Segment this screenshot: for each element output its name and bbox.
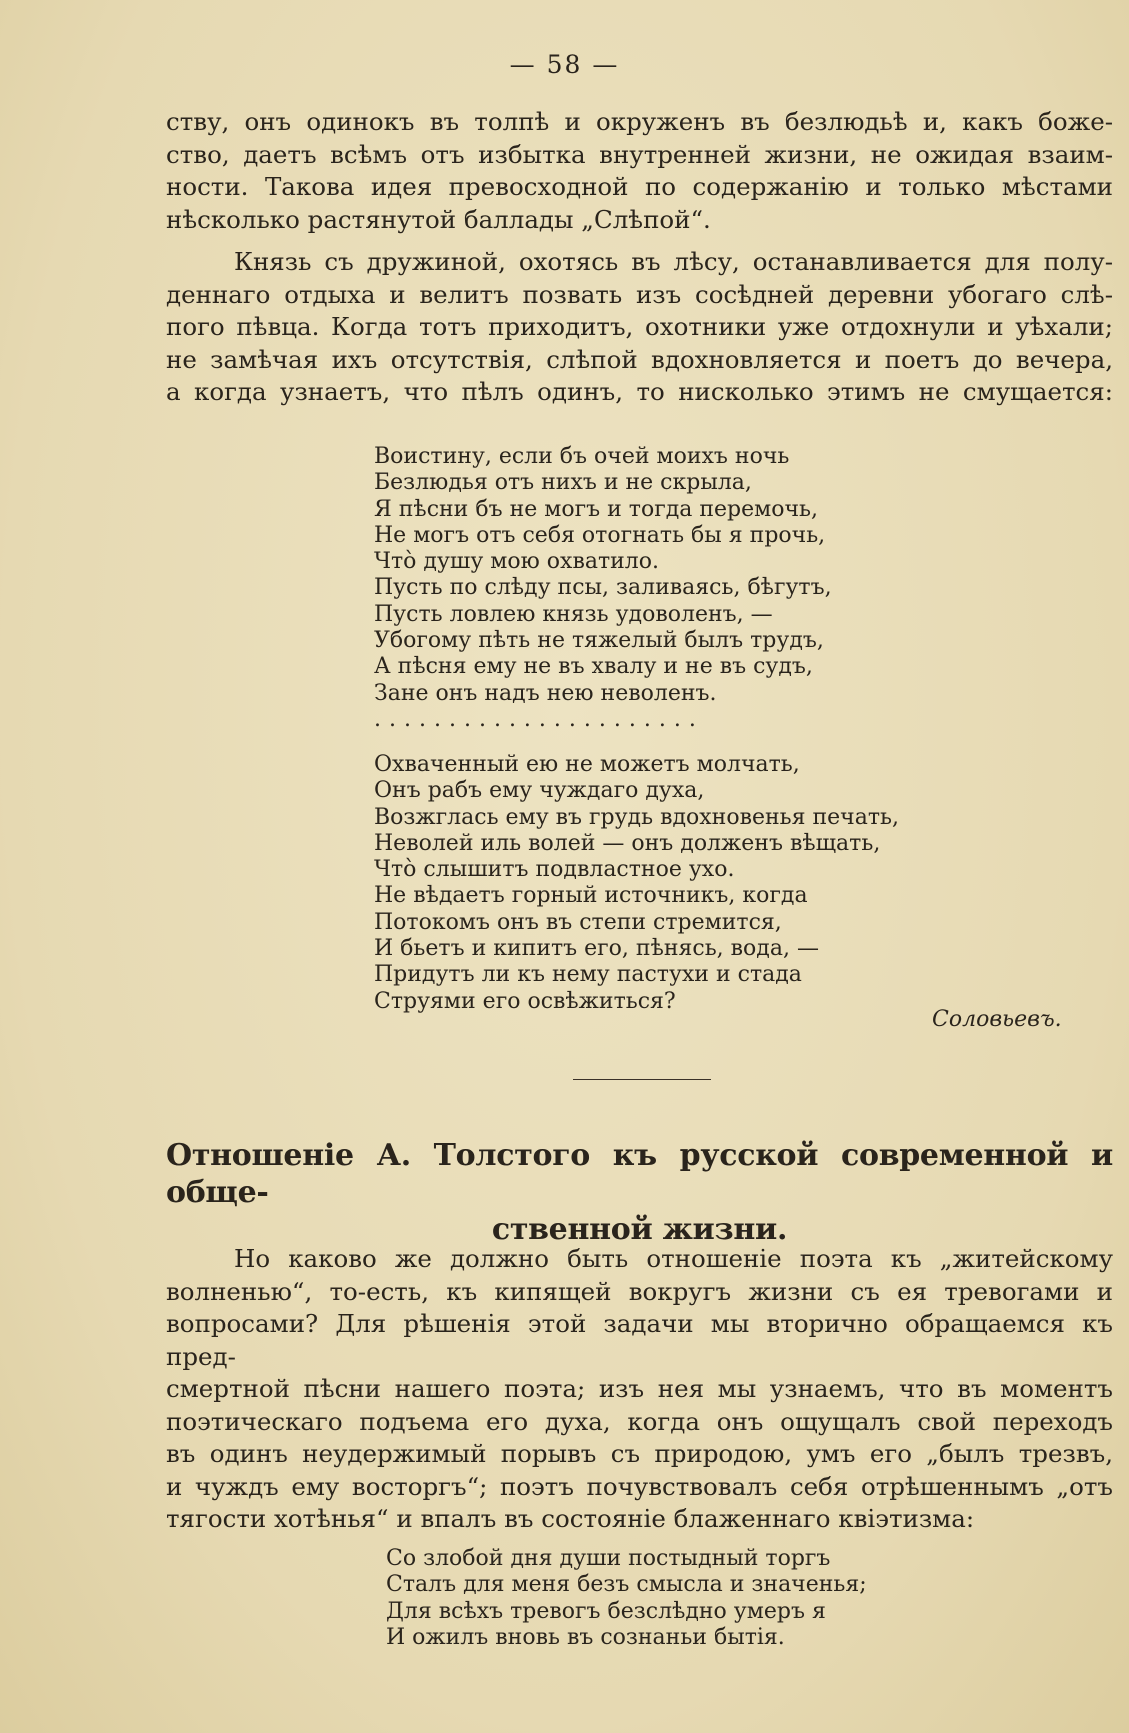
verse-stanza-3	[386, 1546, 867, 1651]
section-heading	[166, 1137, 1113, 1248]
verse-line: Я пѣсни бъ не могъ и тогда перемочь,	[374, 496, 819, 522]
paragraph-2	[166, 246, 1113, 409]
text-line: смертной пѣсни нашего поэта; изъ нея мы узнаемъ, что въ моментъ	[166, 1374, 1113, 1403]
ellipsis-separator: ......................	[374, 706, 704, 732]
verse-line: Для всѣхъ тревогъ безслѣдно умеръ я	[386, 1598, 826, 1624]
text-line: деннаго отдыха и велитъ позвать изъ сосѣдней деревни убогаго слѣ-	[166, 279, 1113, 309]
paragraph-3	[166, 1243, 1113, 1536]
text-line: а когда узнаетъ, что пѣлъ одинъ, то нисколько этимъ не смущается:	[166, 377, 1113, 406]
verse-line: Что̀ слышитъ подвластное ухо.	[374, 857, 735, 883]
paragraph-1	[166, 106, 1113, 236]
verse-line: Онъ рабъ ему чуждаго духа,	[374, 778, 705, 804]
text-line: въ одинъ неудержимый порывъ съ природою, умъ его „былъ трезвъ,	[166, 1439, 1113, 1468]
page-number: — 58 —	[509, 50, 620, 79]
verse-line: Возжглась ему въ грудь вдохновенья печать,	[374, 804, 899, 830]
verse-stanza-1	[374, 444, 832, 733]
text-line: Но каково же должно быть отношеніе поэта къ „житейскому	[234, 1244, 1113, 1273]
verse-stanza-2	[374, 752, 899, 1015]
verse-line: Безлюдья отъ нихъ и не скрыла,	[374, 470, 752, 496]
text-line: тягости хотѣнья“ и впалъ въ состояніе блаженнаго квіэтизма:	[166, 1504, 975, 1533]
verse-line: Пусть ловлею князь удоволенъ, —	[374, 601, 773, 627]
verse-line: Не вѣдаетъ горный источникъ, когда	[374, 883, 808, 909]
verse-line: Зане онъ надъ нею неволенъ.	[374, 680, 717, 706]
verse-line: Со злобой дня души постыдный торгъ	[386, 1546, 831, 1571]
author-attribution: Соловьевъ.	[932, 1007, 1062, 1032]
text-line: вопросами? Для рѣшенія этой задачи мы вторично обращаемся къ пред-	[166, 1309, 1113, 1371]
verse-line: Не могъ отъ себя отогнать бы я прочь,	[374, 522, 826, 548]
text-line: пого пѣвца. Когда тотъ приходитъ, охотники уже отдохнули и уѣхали;	[166, 312, 1113, 341]
verse-line: Придутъ ли къ нему пастухи и стада	[374, 962, 802, 988]
text-line: Князь съ дружиной, охотясь въ лѣсу, останавливается для полу-	[234, 247, 1113, 276]
section-divider	[573, 1079, 711, 1080]
verse-line: Неволей иль волей — онъ долженъ вѣщать,	[374, 830, 881, 856]
verse-line: И ожилъ вновь въ сознаньи бытія.	[386, 1624, 785, 1650]
verse-line: Пусть по слѣду псы, заливаясь, бѣгутъ,	[374, 575, 832, 601]
text-line: и чуждъ ему восторгъ“; поэтъ почувствовалъ себя отрѣшеннымъ „отъ	[166, 1471, 1113, 1501]
verse-line: И бьетъ и кипитъ его, пѣнясь, вода, —	[374, 936, 819, 962]
text-line: поэтическаго подъема его духа, когда онъ ощущалъ свой переходъ	[166, 1406, 1113, 1436]
verse-line: Сталъ для меня безъ смысла и значенья;	[386, 1572, 867, 1598]
verse-line: Потокомъ онъ въ степи стремится,	[374, 909, 782, 935]
verse-line: Убогому пѣть не тяжелый былъ трудъ,	[374, 628, 824, 654]
text-line: нѣсколько растянутой баллады „Слѣпой“.	[166, 204, 711, 234]
verse-line: А пѣсня ему не въ хвалу и не въ судъ,	[374, 654, 813, 680]
verse-line: Охваченный ею не можетъ молчать,	[374, 752, 800, 777]
text-line: волненью“, то-есть, къ кипящей вокругъ жизни съ ея тревогами и	[166, 1276, 1113, 1306]
text-line: ству, онъ одинокъ въ толпѣ и окруженъ въ безлюдьѣ и, какъ боже-	[166, 107, 1113, 136]
text-line: ности. Такова идея превосходной по содержанію и только мѣстами	[166, 172, 1113, 201]
heading-line-2: ственной жизни.	[491, 1212, 788, 1247]
text-line: не замѣчая ихъ отсутствія, слѣпой вдохновляется и поетъ до вечера,	[166, 344, 1113, 374]
verse-line: Воистину, если бъ очей моихъ ночь	[374, 444, 790, 469]
verse-line: Струями его освѣжиться?	[374, 988, 676, 1014]
text-line: ство, даетъ всѣмъ отъ избытка внутренней жизни, не ожидая взаим-	[166, 139, 1113, 169]
verse-line: Что̀ душу мою охватило.	[374, 549, 660, 575]
heading-line-1: Отношеніе А. Толстого къ русской современной и обще-	[166, 1138, 1113, 1210]
